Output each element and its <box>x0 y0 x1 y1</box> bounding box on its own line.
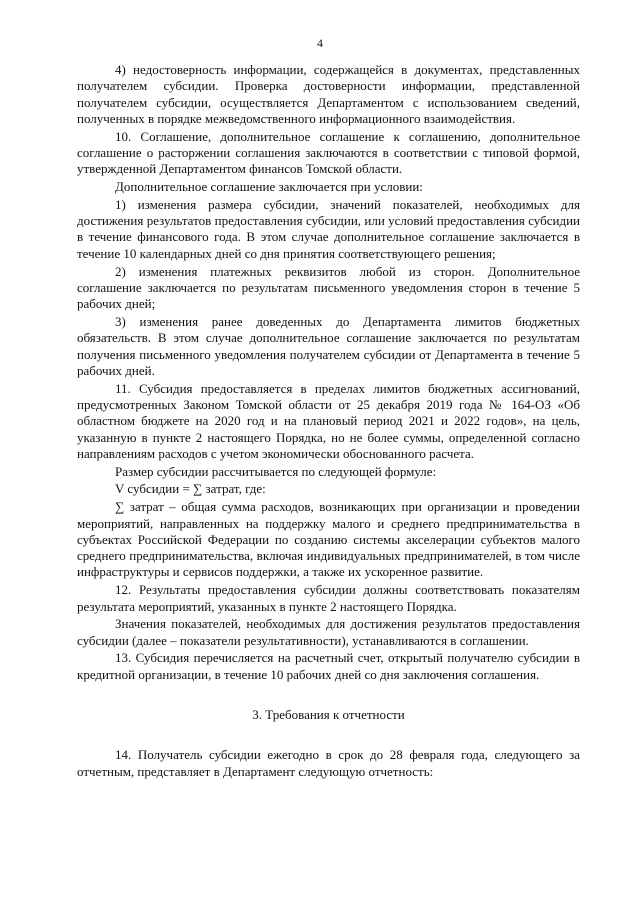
paragraph-sum-of-costs-definition: ∑ затрат – общая сумма расходов, возникающих при организации и проведении мероприятий, направленных на поддержку малого и среднего предпринимательства в субъектах Российской Федерации по созданию системы акселерации субъектов малого среднего предпринимательства, включая индивидуальных предпринимателей, в том числе инфраструктуры и сервисов поддержки, а также их ускоренное развитие. <box>77 499 580 580</box>
paragraph-10-agreement-form: 10. Соглашение, дополнительное соглашение к соглашению, дополнительное соглашение о расторжении соглашения заключаются в соответствии с типовой формой, утвержденной Департаментом финансов Томской области. <box>77 128 580 177</box>
paragraph-performance-indicators: Значения показателей, необходимых для достижения результатов предоставления субсидии (далее – показатели результативности), устанавливаются в соглашении. <box>77 616 580 648</box>
paragraph-item-4-inaccuracy: 4) недостоверность информации, содержащейся в документах, представленных получателем субсидии. Проверка достоверности информации, представленной получателем субсидии, осуществляется Департаментом с использованием сведений, полученных в порядке межведомственного информационного взаимодействия. <box>77 62 580 126</box>
paragraph-14-reporting: 14. Получатель субсидии ежегодно в срок до 28 февраля года, следующего за отчетным, представляет в Департамент следующую отчетность: <box>77 747 580 779</box>
paragraph-condition-3: 3) изменения ранее доведенных до Департамента лимитов бюджетных обязательств. В этом случае дополнительное соглашение заключается по результатам получения письменного уведомления получателем субсидии от Департамента в течение 5 рабочих дней. <box>77 313 580 378</box>
paragraph-condition-1: 1) изменения размера субсидии, значений показателей, необходимых для достижения результатов предоставления субсидии, или условий предоставления субсидии в течение финансового года. В этом случае дополнительное соглашение заключается в течение 10 календарных дней со дня принятия соответствующего решения; <box>77 196 580 261</box>
section-spacer-top <box>77 683 580 707</box>
document-body <box>77 62 580 780</box>
paragraph-additional-agreement-conditions: Дополнительное соглашение заключается при условии: <box>115 179 423 195</box>
section-heading: 3. Требования к отчетности <box>252 706 405 722</box>
paragraph-condition-2: 2) изменения платежных реквизитов любой из сторон. Дополнительное соглашение заключается по результатам письменного уведомления сторон в течение 5 рабочих дней; <box>77 263 580 312</box>
paragraph-13-transfer: 13. Субсидия перечисляется на расчетный счет, открытый получателю субсидии в кредитной организации, в течение 10 рабочих дней со дня заключения соглашения. <box>77 650 580 682</box>
paragraph-formula-intro: Размер субсидии рассчитывается по следующей формуле: <box>115 463 437 479</box>
paragraph-12-results: 12. Результаты предоставления субсидии должны соответствовать показателям результата мероприятий, указанных в пункте 2 настоящего Порядка. <box>77 582 580 614</box>
paragraph-11-subsidy-limits: 11. Субсидия предоставляется в пределах лимитов бюджетных ассигнований, предусмотренных Законом Томской области от 25 декабря 2019 года № 164-ОЗ «Об областном бюджете на 2020 год и на плановый период 2021 и 2022 годов», на цель, указанную в пункте 2 настоящего Порядка, но не более суммы, определенной согласно направлениям расходов с учетом экономически обоснованного расчета. <box>77 380 580 461</box>
paragraph-formula: V субсидии = ∑ затрат, где: <box>115 481 266 497</box>
section-spacer-bottom <box>77 723 580 747</box>
page-number: 4 <box>317 36 323 50</box>
